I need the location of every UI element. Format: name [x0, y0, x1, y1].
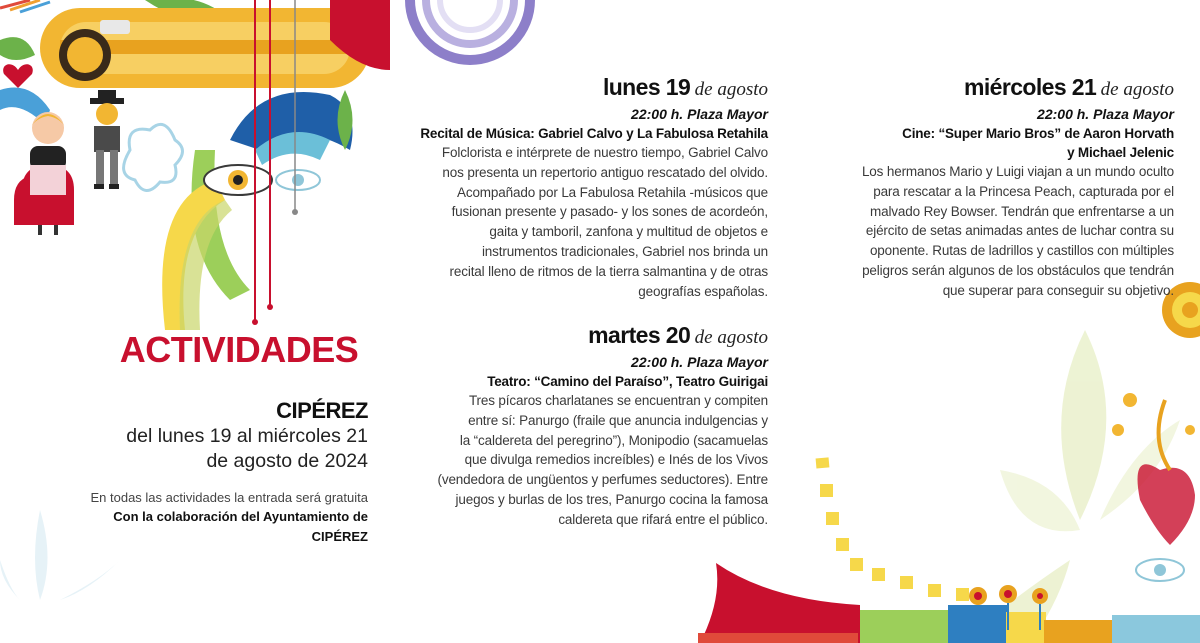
event-month: de agosto [694, 327, 768, 348]
event-time-place: 22:00 h. Plaza Mayor [631, 106, 768, 122]
yellow-dashes-decoration [816, 457, 969, 601]
event-description-line: gaita y tamboril, zanfona y multitud de objetos e [489, 224, 768, 240]
rainbow-rays-decoration [0, 0, 50, 12]
event-description-line: entre sí: Panurgo (fraile que anuncia indulgencias y [468, 412, 768, 428]
event-description-line: ejército de setas animadas antes de luchar contra su [865, 223, 1174, 239]
event-day-heading [420, 74, 768, 104]
collaboration-line-2: CIPÉREZ [311, 529, 368, 544]
red-heart-tree-decoration [1112, 393, 1195, 545]
event-month: de agosto [694, 79, 768, 100]
event-description-line: Folclorista e intérprete de nuestro tiempo, Gabriel Calvo [441, 145, 768, 160]
activities-heading: ACTIVIDADES [119, 329, 359, 370]
heart-icon [3, 64, 33, 88]
event-month: de agosto [1100, 79, 1174, 100]
event-title-line: y Michael Jelenic [1067, 145, 1174, 160]
event-description-line: Los hermanos Mario y Luigi viajan a un mundo oculto [861, 164, 1174, 179]
event-description-line: la “caldereta del peregrino”), Monipodio (sacamuelas [459, 432, 768, 448]
bottom-bands-decoration [698, 563, 1200, 643]
cloud-decoration [124, 124, 183, 190]
event-description-line: instrumentos tradicionales, Gabriel nos brinda un [481, 243, 768, 259]
event-time-place: 22:00 h. Plaza Mayor [631, 354, 768, 370]
eye-icon [1136, 559, 1184, 581]
eye-icon [276, 170, 320, 190]
event-description-line: oponente. Rutas de ladrillos y castillos con múltiples [869, 243, 1174, 259]
brass-horn-illustration [40, 8, 370, 88]
event-description-line: (vendedora de ungüentos y perfumes seductores). Entre [437, 472, 768, 488]
event-description-line: recital lleno de ritmos de la tierra salmantina y de otras [449, 263, 768, 279]
event-day-heading [420, 322, 768, 352]
left-panel [60, 330, 368, 547]
event-day: miércoles 21 [964, 74, 1097, 100]
leaf-left-decoration [0, 37, 35, 60]
folk-man-figure [90, 90, 124, 189]
event-day: lunes 19 [602, 74, 691, 100]
event-time-place: 22:00 h. Plaza Mayor [1037, 106, 1174, 122]
folk-woman-figure [14, 112, 74, 235]
collaboration-line-1: Con la colaboración del Ayuntamiento de [113, 509, 368, 524]
dates-line-2: de agosto de 2024 [206, 450, 368, 472]
event-description-line: que superar para conseguir su objetivo. [942, 282, 1174, 298]
event-description-line: para rescatar a la Princesa Peach, capturada por el [873, 183, 1174, 199]
event-day-heading [822, 74, 1174, 104]
event-description-line: caldereta que rifará entre el público. [558, 511, 768, 527]
event-title-line: Teatro: “Camino del Paraíso”, Teatro Guirigai [487, 374, 768, 389]
event-monday [420, 74, 768, 301]
event-day: martes 20 [588, 322, 691, 348]
event-wednesday [822, 74, 1174, 301]
event-tuesday [420, 322, 768, 530]
event-description-line: Tres pícaros charlatanes se encuentran y compiten [468, 393, 768, 408]
town-name: CIPÉREZ [276, 398, 368, 423]
event-description-line: peligros serán algunos de los obstáculos que tendrán [862, 262, 1174, 278]
event-description-line: malvado Rey Bowser. Tendrán que enfrentarse a un [870, 203, 1174, 219]
eye-icon [204, 165, 272, 195]
event-description-line: que divulga remedios increíbles) e Inés de los Vivos [464, 452, 768, 468]
event-title-line: Cine: “Super Mario Bros” de Aaron Horvath [902, 126, 1174, 141]
purple-circles-decoration [410, 0, 530, 60]
free-entry-note: En todas las actividades la entrada será gratuita [90, 490, 368, 505]
event-title-line: Recital de Música: Gabriel Calvo y La Fabulosa Retahila [420, 126, 768, 141]
event-description-line: geografías españolas. [638, 283, 768, 299]
event-description-line: Acompañado por La Fabulosa Retahila -músicos que [457, 184, 768, 200]
event-description-line: fusionan presente y pasado- y los sones de acordeón, [451, 204, 768, 220]
dates-line-1: del lunes 19 al miércoles 21 [126, 425, 368, 447]
event-description-line: nos presenta un repertorio antiguo rescatado del olvido. [442, 164, 768, 180]
event-description-line: juegos y burlas de los tres, Panurgo cocina la famosa [455, 491, 768, 507]
